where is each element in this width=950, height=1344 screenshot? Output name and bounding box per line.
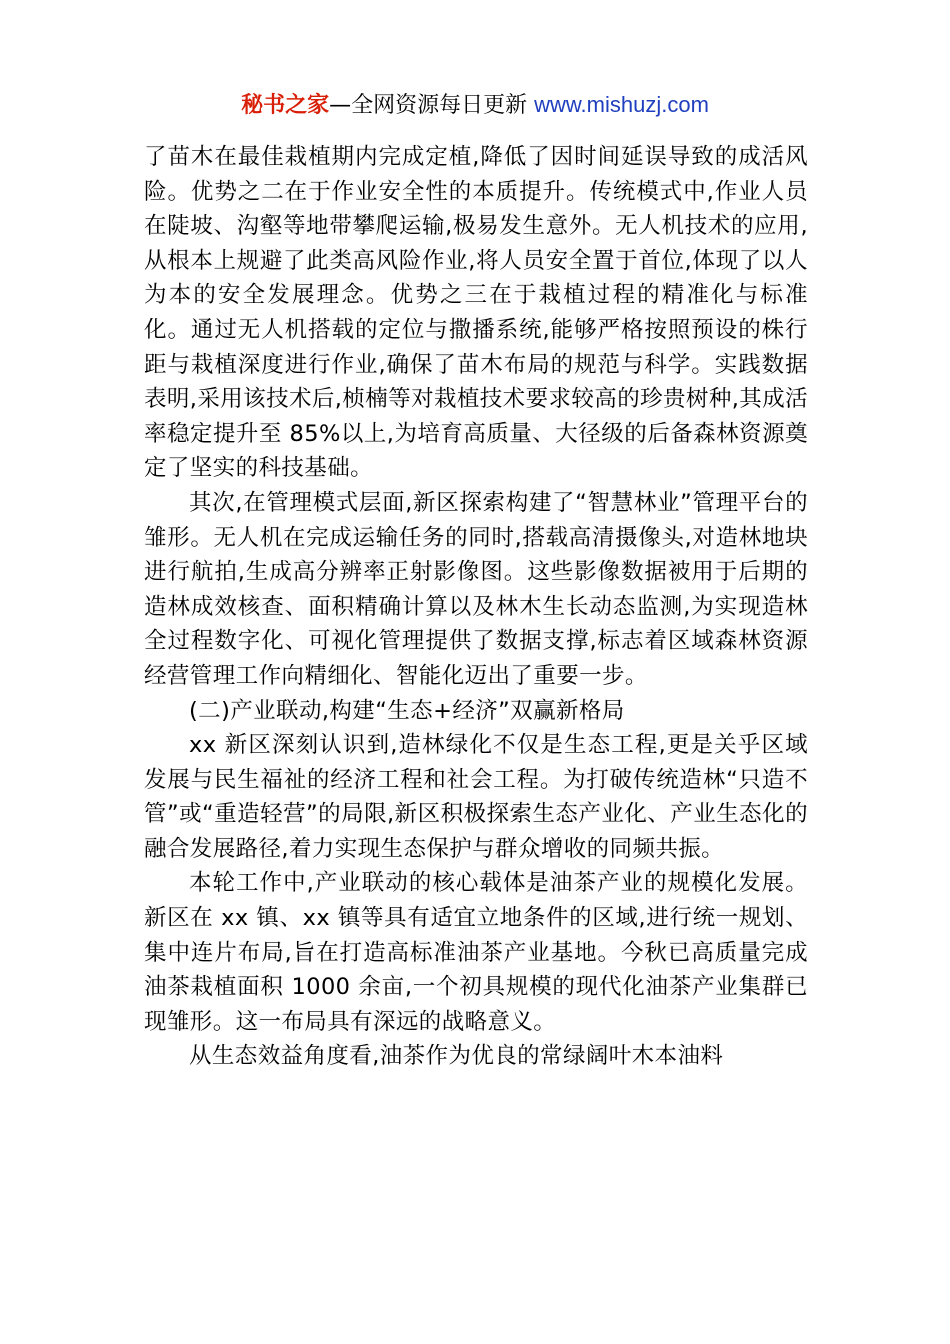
paragraph: 其次,在管理模式层面,新区探索构建了“智慧林业”管理平台的雏形。无人机在完成运输任务的同时,搭载高清摄像头,对造林地块进行航拍,生成高分辨率正射影像图。这些影像数据被用于后期的造林成效核查、面积精确计算以及林木生长动态监测,为实现造林全过程数字化、可视化管理提供了数据支撑,标志着区域森林资源经营管理工作向精细化、智能化迈出了重要一步。 bbox=[144, 489, 808, 689]
document-body bbox=[144, 140, 808, 1074]
paragraph: xx 新区深刻认识到,造林绿化不仅是生态工程,更是关乎区域发展与民生福祉的经济工程和社会工程。为打破传统造林“只造不管”或“重造轻营”的局限,新区积极探索生态产业化、产业生态化的融合发展路径,着力实现生态保护与群众增收的同频共振。 bbox=[144, 732, 808, 862]
section-heading: (二)产业联动,构建“生态+经济”双赢新格局 bbox=[189, 697, 625, 724]
paragraph-continued: 了苗木在最佳栽植期内完成定植,降低了因时间延误导致的成活风险。优势之二在于作业安全性的本质提升。传统模式中,作业人员在陡坡、沟壑等地带攀爬运输,极易发生意外。无人机技术的应用,从根本上规避了此类高风险作业,将人员安全置于首位,体现了以人为本的安全发展理念。优势之三在于栽植过程的精准化与标准化。通过无人机搭载的定位与撒播系统,能够严格按照预设的株行距与栽植深度进行作业,确保了苗木布局的规范与科学。实践数据表明,采用该技术后,桢楠等对栽植技术要求较高的珍贵树种,其成活率稳定提升至 85%以上,为培育高质量、大径级的后备森林资源奠定了坚实的科技基础。 bbox=[144, 144, 808, 482]
header-tagline: —全网资源每日更新 bbox=[329, 93, 535, 118]
page-header bbox=[0, 90, 950, 121]
site-link[interactable]: www.mishuzj.com bbox=[534, 92, 709, 117]
brand-name: 秘书之家 bbox=[241, 93, 330, 118]
paragraph: 从生态效益角度看,油茶作为优良的常绿阔叶木本油料 bbox=[189, 1043, 724, 1070]
paragraph: 本轮工作中,产业联动的核心载体是油茶产业的规模化发展。新区在 xx 镇、xx 镇等具有适宜立地条件的区域,进行统一规划、集中连片布局,旨在打造高标准油茶产业基地。今秋已高质量完成油茶栽植面积 1000 余亩,一个初具规模的现代化油茶产业集群已现雏形。这一布局具有深远的战略意义。 bbox=[144, 870, 808, 1035]
